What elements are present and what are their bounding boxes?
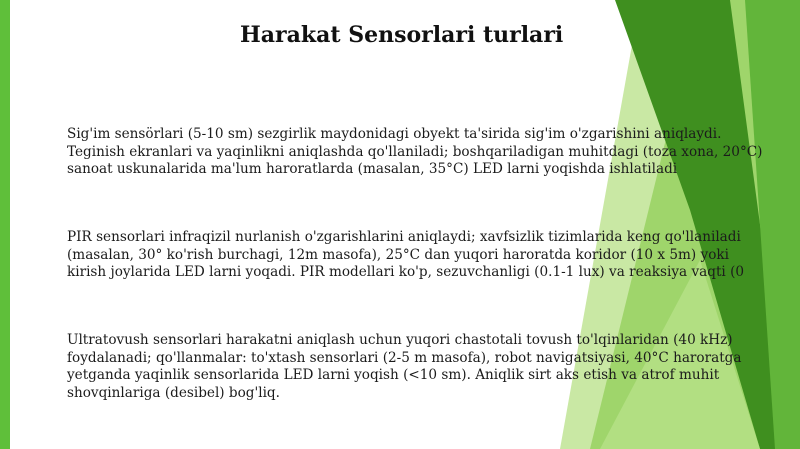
- paragraph-ultrasonic-sensors: Ultratovush sensorlari harakatni aniqlash uchun yuqori chastotali tovush to'lqinlaridan (40 kHz) foydalanadi; qo'llanmalar: to'xtash sensorlari (2-5 m masofa), robot navigatsiyasi, 40°C haroratga yetganda yaqinlik sensorlarida LED larni yoqish (<10 sm). Aniqlik sirt aks etish va atrof muhit shovqinlariga (desibel) bog'liq.: [67, 332, 742, 401]
- paragraph-capacitive-sensors: Sig'im sensörlari (5-10 sm) sezgirlik maydonidagi obyekt ta'sirida sig'im o'zgarishini aniqlaydi. Teginish ekranlari va yaqinlikni aniqlashda qo'llaniladi; boshqariladigan muhitdagi (toza xona, 20°C) sanoat uskunalarida ma'lum haroratlarda (masalan, 35°C) LED larni yoqishda ishlatiladi: [67, 126, 763, 177]
- slide-title: Harakat Sensorlari turlari: [240, 22, 564, 48]
- paragraph-pir-sensors: PIR sensorlari infraqizil nurlanish o'zgarishlarini aniqlaydi; xavfsizlik tizimlarida keng qo'llaniladi (masalan, 30° ko'rish burchagi, 12m masofa), 25°C dan yuqori haroratda koridor (10 x 5m) yoki kirish joylarida LED larni yoqadi. PIR modellari ko'p, sezuvchanligi (0.1-1 lux) va reaksiya vaqti (0: [67, 229, 745, 280]
